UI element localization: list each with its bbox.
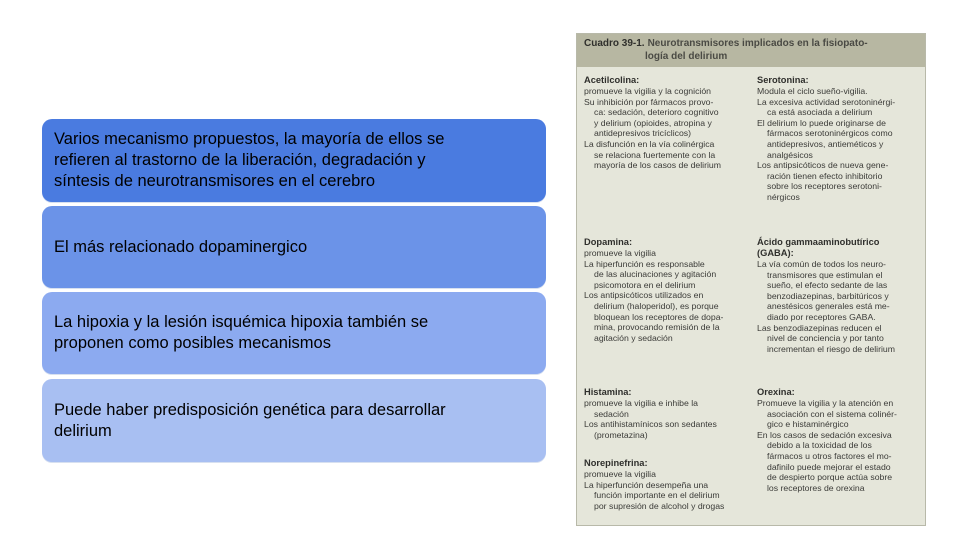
cell-line: La hiperfunción es responsable <box>584 258 705 269</box>
text-box-mechanisms-text: Varios mecanismo propuestos, la mayoría de ellos se refieren al trastorno de la liberación, degradación y síntesis de neurotransmisores en el cerebro <box>54 130 445 190</box>
cell-line: transmisores que estimulan el <box>767 269 883 280</box>
cell-line: función importante en el delirium <box>594 490 720 501</box>
cell-line: se relaciona fuertemente con la <box>594 149 716 160</box>
cell-title: Norepinefrina: <box>584 458 648 468</box>
cell-line: mina, provocando remisión de la <box>594 322 720 333</box>
cell-line: delirium (haloperidol), es porque <box>594 300 719 311</box>
cell-line: La hiperfunción desempeña una <box>584 479 709 490</box>
cell-histamina <box>584 387 752 440</box>
cell-line: promueve la vigilia y la cognición <box>584 86 711 96</box>
cell-line: nivel de conciencia y por tanto <box>767 333 884 344</box>
cell-line: nérgicos <box>767 191 800 202</box>
cell-line: Los antihistamínicos son sedantes <box>584 419 717 430</box>
cell-line: Los antipsicóticos de nueva gene- <box>757 160 889 171</box>
cell-line: ca está asociada a delirium <box>767 107 873 118</box>
cell-line: antidepresivos, antieméticos y <box>767 138 884 149</box>
cell-line: bloquean los receptores de dopa- <box>594 311 724 322</box>
cell-norepinefrina <box>584 458 752 511</box>
cell-line: La disfunción en la vía colinérgica <box>584 138 715 149</box>
cell-line: por supresión de alcohol y drogas <box>594 500 725 511</box>
cell-line: ración tienen efecto inhibitorio <box>767 170 883 181</box>
text-box-dopaminergic-text: El más relacionado dopaminergico <box>54 237 308 256</box>
cell-line: La vía común de todos los neuro- <box>757 259 886 269</box>
cell-line: incrementan el riesgo de delirium <box>767 343 895 354</box>
cell-line: dafinilo puede mejorar el estado <box>767 461 891 472</box>
cell-line: (prometazina) <box>594 429 648 440</box>
cell-line: gico e histaminérgico <box>767 419 849 430</box>
cell-line: mayoría de los casos de delirium <box>594 160 721 171</box>
cell-title: Serotonina: <box>757 75 809 85</box>
table-title-line1 <box>584 37 919 50</box>
cell-line: Los antipsicóticos utilizados en <box>584 290 704 301</box>
cell-line: fármacos serotoninérgicos como <box>767 128 893 139</box>
cell-line: promueve la vigilia <box>584 248 656 258</box>
cell-title-2: (GABA): <box>757 248 794 258</box>
cell-line: Modula el ciclo sueño-vigilia. <box>757 86 868 96</box>
cell-gaba <box>757 237 925 354</box>
cell-line: fármacos u otros factores el mo- <box>767 450 892 461</box>
cell-line: y delirium (opioides, atropina y <box>594 117 712 128</box>
cell-line: ca: sedación, deterioro cognitivo <box>594 107 719 118</box>
cell-title: Dopamina: <box>584 237 633 247</box>
cell-line: anestésicos generales está me- <box>767 301 890 312</box>
table-header <box>577 34 925 67</box>
cell-line: asociación con el sistema colinér- <box>767 408 897 419</box>
table-title-text1: Neurotransmisores implicados en la fisiopato- <box>647 38 868 49</box>
neurotransmitter-table-image <box>576 33 926 526</box>
cell-line: promueve la vigilia <box>584 469 656 479</box>
cell-title: Histamina: <box>584 387 632 397</box>
cell-line: diado por receptores GABA. <box>767 311 876 322</box>
cell-line: benzodiazepinas, barbitúricos y <box>767 290 889 301</box>
cell-line: sueño, el efecto sedante de las <box>767 280 888 291</box>
text-box-genetic-text: Puede haber predisposición genética para desarrollar delirium <box>54 400 446 440</box>
text-box-mechanisms <box>42 119 546 202</box>
cell-line: psicomotora en el delirium <box>594 279 696 290</box>
cell-line: En los casos de sedación excesiva <box>757 429 892 440</box>
cell-title: Acetilcolina: <box>584 75 640 85</box>
text-box-hypoxia <box>42 292 546 374</box>
cell-acetilcolina <box>584 75 752 171</box>
cell-line: sobre los receptores serotoni- <box>767 181 882 192</box>
cell-line: La excesiva actividad serotoninérgi- <box>757 96 896 107</box>
cell-line: Las benzodiazepinas reducen el <box>757 322 882 333</box>
cell-serotonina <box>757 75 925 203</box>
text-box-dopaminergic <box>42 206 546 288</box>
cell-orexina <box>757 387 925 493</box>
cell-line: los receptores de orexina <box>767 482 865 493</box>
cell-line: agitación y sedación <box>594 332 673 343</box>
cell-line: debido a la toxicidad de los <box>767 440 872 451</box>
cell-line: de despierto porque actúa sobre <box>767 472 893 483</box>
cell-line: de las alucinaciones y agitación <box>594 269 717 280</box>
cell-dopamina <box>584 237 752 343</box>
cell-line: sedación <box>594 408 629 419</box>
cell-line: El delirium lo puede originarse de <box>757 117 886 128</box>
cell-line: promueve la vigilia e inhibe la <box>584 398 698 408</box>
cell-title: Orexina: <box>757 387 795 397</box>
cell-title: Ácido gammaaminobutírico <box>757 237 880 247</box>
text-box-hypoxia-text: La hipoxia y la lesión isquémica hipoxia también se proponen como posibles mecanismos <box>54 313 429 352</box>
cell-line: antidepresivos tricíclicos) <box>594 128 692 139</box>
table-number: Cuadro 39-1. <box>584 38 645 49</box>
cell-line: Promueve la vigilia y la atención en <box>757 398 894 408</box>
cell-line: Su inhibición por fármacos provo- <box>584 96 714 107</box>
text-box-genetic <box>42 379 546 462</box>
table-title-line2: logía del delirium <box>645 51 728 62</box>
cell-line: analgésicos <box>767 149 813 160</box>
